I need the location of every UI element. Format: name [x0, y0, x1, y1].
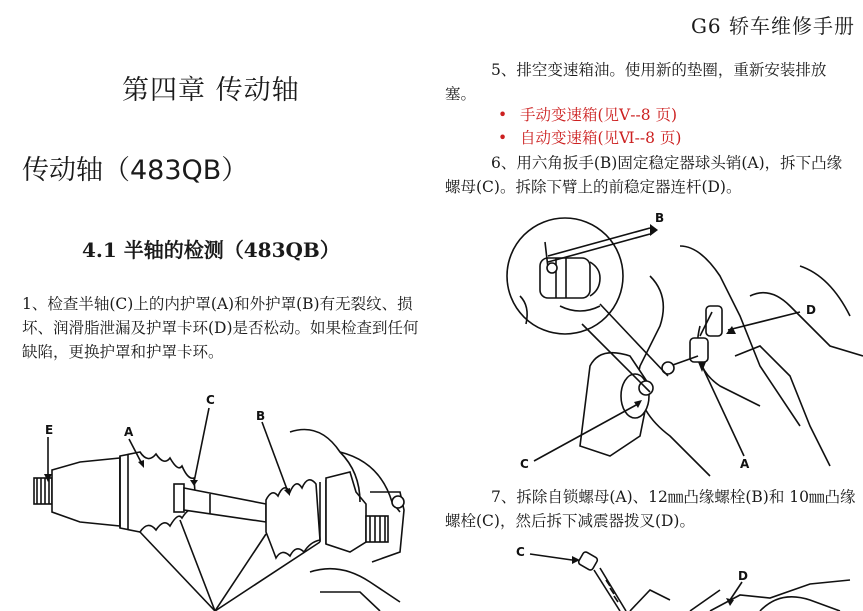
section-title: 传动轴（483QB）: [22, 155, 249, 186]
label-a: A: [124, 425, 134, 439]
driveshaft-figure: [20, 392, 430, 611]
label-b: B: [655, 211, 665, 225]
label-d: D: [738, 569, 748, 583]
step-7-paragraph: 7、拆除自锁螺母(A)、12㎜凸缘螺栓(B)和 10㎜凸缘螺栓(C)，然后拆下减震器拨叉(D)。: [445, 488, 856, 530]
subsection-title: 4.1 半轴的检测（483QB）: [82, 238, 340, 262]
bullet-automatic-transmission: • 自动变速箱(见Ⅵ--8 页): [498, 129, 682, 147]
label-a: A: [740, 457, 750, 471]
damper-fork-figure: [510, 540, 863, 611]
label-c: C: [206, 393, 215, 407]
label-c: C: [516, 545, 525, 559]
manual-header: G6 轿车维修手册: [690, 14, 855, 38]
label-c: C: [520, 457, 529, 471]
label-e: E: [45, 423, 54, 437]
inspection-paragraph: 1、检查半轴(C)上的内护罩(A)和外护罩(B)有无裂纹、损坏、润滑脂泄漏及护罩卡环(D)是否松动。如果检查到任何缺陷，更换护罩和护罩卡环。: [22, 295, 419, 361]
label-d: D: [806, 303, 816, 317]
stabilizer-link-figure: [500, 206, 863, 478]
step-5-paragraph: 5、排空变速箱油。使用新的垫圈，重新安装排放塞。: [445, 61, 827, 103]
step-6-paragraph: 6、用六角扳手(B)固定稳定器球头销(A)，拆下凸缘螺母(C)。拆除下臂上的前稳定器连杆(D)。: [445, 154, 843, 196]
label-b: B: [256, 409, 266, 423]
transmission-reference-list: [498, 104, 681, 150]
chapter-title: 第四章 传动轴: [122, 75, 300, 106]
bullet-manual-transmission: • 手动变速箱(见Ⅴ--8 页): [498, 106, 678, 124]
